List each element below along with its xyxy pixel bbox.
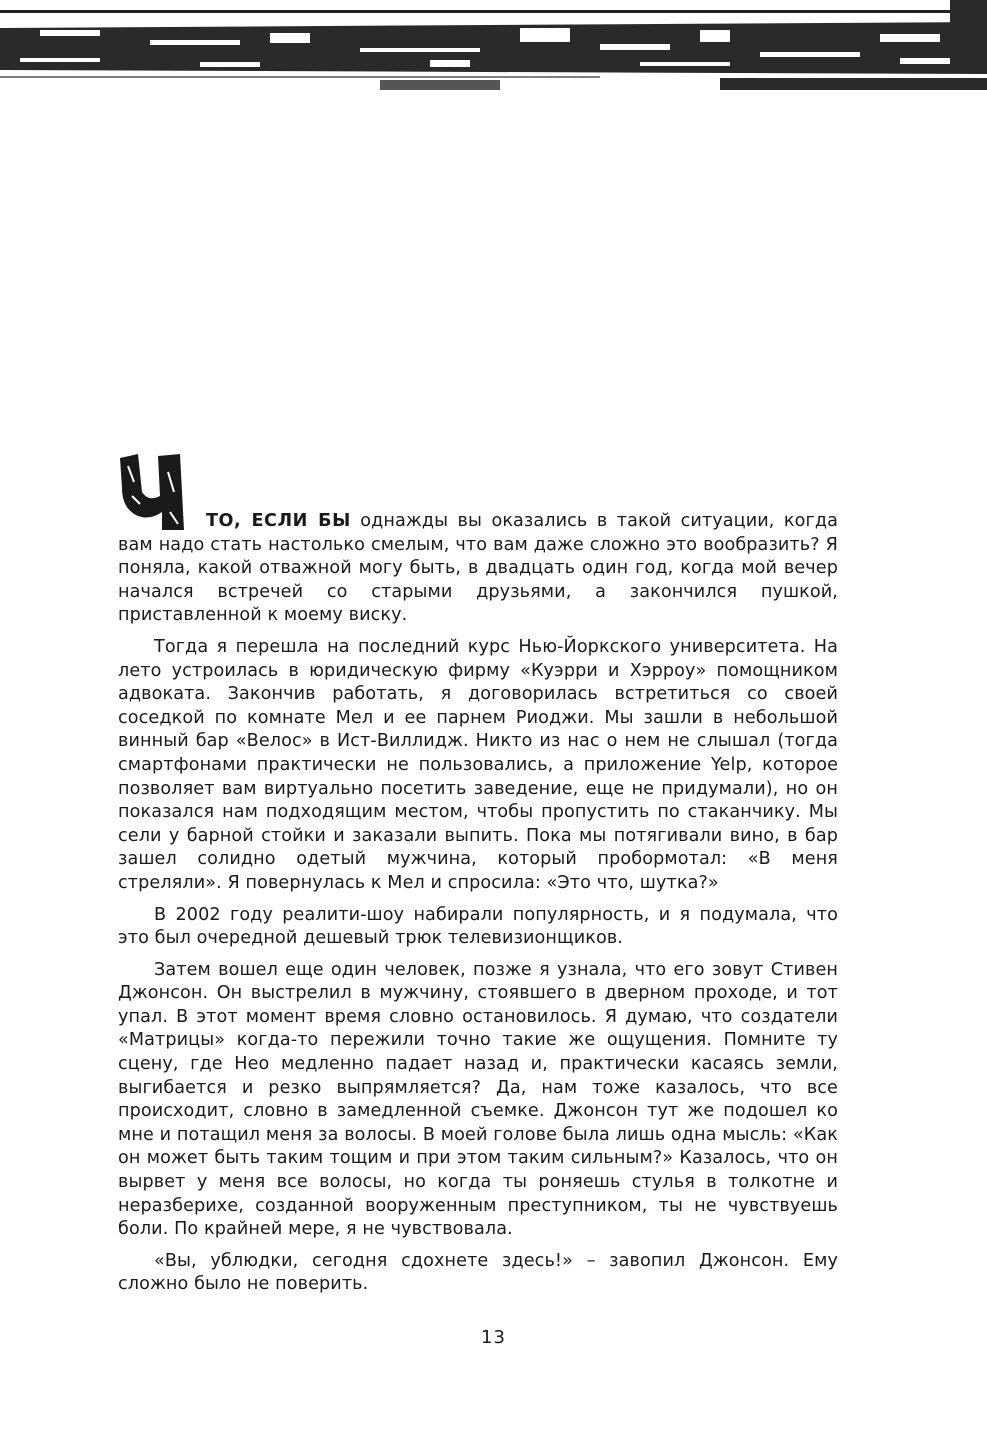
paragraph: [118, 510, 838, 628]
grunge-header-decoration: [0, 0, 987, 100]
lead-in-text: ТО, ЕСЛИ БЫ: [206, 511, 351, 531]
grunge-letter-icon: [118, 452, 188, 532]
paragraph: Затем вошел еще один человек, позже я узнала, что его зовут Стивен Джонсон. Он выстрелил в мужчину, стоявшего в дверном проходе, и тот упал. В этот момент время словно остановилось. Я думаю, что создатели «Матрицы» когда-то пережили точно такие же ощущения. Помните ту сцену, где Нео медленно падает назад и, практически касаясь земли, выгибается и резко выпрямляется? Да, нам тоже казалось, что все происходит, словно в замедленной съемке. Джонсон тут же подошел ко мне и потащил меня за волосы. В моей голове была лишь одна мысль: «Как он может быть таким тощим и при этом таким сильным?» Казалось, что он вырвет у меня все волосы, но когда ты роняешь стулья в толкотне и неразберихе, созданной вооруженным преступником, ты не чувствуешь боли. По крайней мере, я не чувствовала.: [118, 959, 838, 1240]
paragraph: В 2002 году реалити-шоу набирали популярность, и я подумала, что это был очередной дешевый трюк телевизионщиков.: [118, 904, 838, 949]
paragraph: «Вы, ублюдки, сегодня сдохнете здесь!» – завопил Джонсон. Ему сложно было не поверить.: [118, 1250, 838, 1295]
page-number: 13: [481, 1327, 506, 1348]
drop-cap-row: [118, 452, 838, 510]
paragraph-text: однажды вы оказались в такой ситуации, когда вам надо стать настолько смелым, что вам даже сложно это вообразить? Я поняла, какой отважной могу быть, в двадцать один год, когда мой вечер начался встречей со старыми друзьями, а закончился пушкой, приставленной к моему виску.: [118, 511, 838, 626]
paragraph: Тогда я перешла на последний курс Нью-Йоркского университета. На лето устроилась в юридическую фирму «Куэрри и Хэрроу» помощником адвоката. Закончив работать, я договорилась встретиться со своей соседкой по комнате Мел и ее парнем Риоджи. Мы зашли в небольшой винный бар «Велос» в Ист-Виллидж. Никто из нас о нем не слышал (тогда смартфонами практически не пользовались, а приложение Yelp, которое позволяет вам виртуально посетить заведение, еще не придумали), но он показался нам подходящим местом, чтобы пропустить по стаканчику. Мы сели у барной стойки и заказали выпить. Пока мы потягивали вино, в бар зашел солидно одетый мужчина, который пробормотал: «В меня стреляли». Я повернулась к Мел и спросила: «Это что, шутка?»: [118, 636, 838, 893]
article-body: [118, 452, 838, 1305]
grunge-texture-banner: [0, 0, 987, 100]
